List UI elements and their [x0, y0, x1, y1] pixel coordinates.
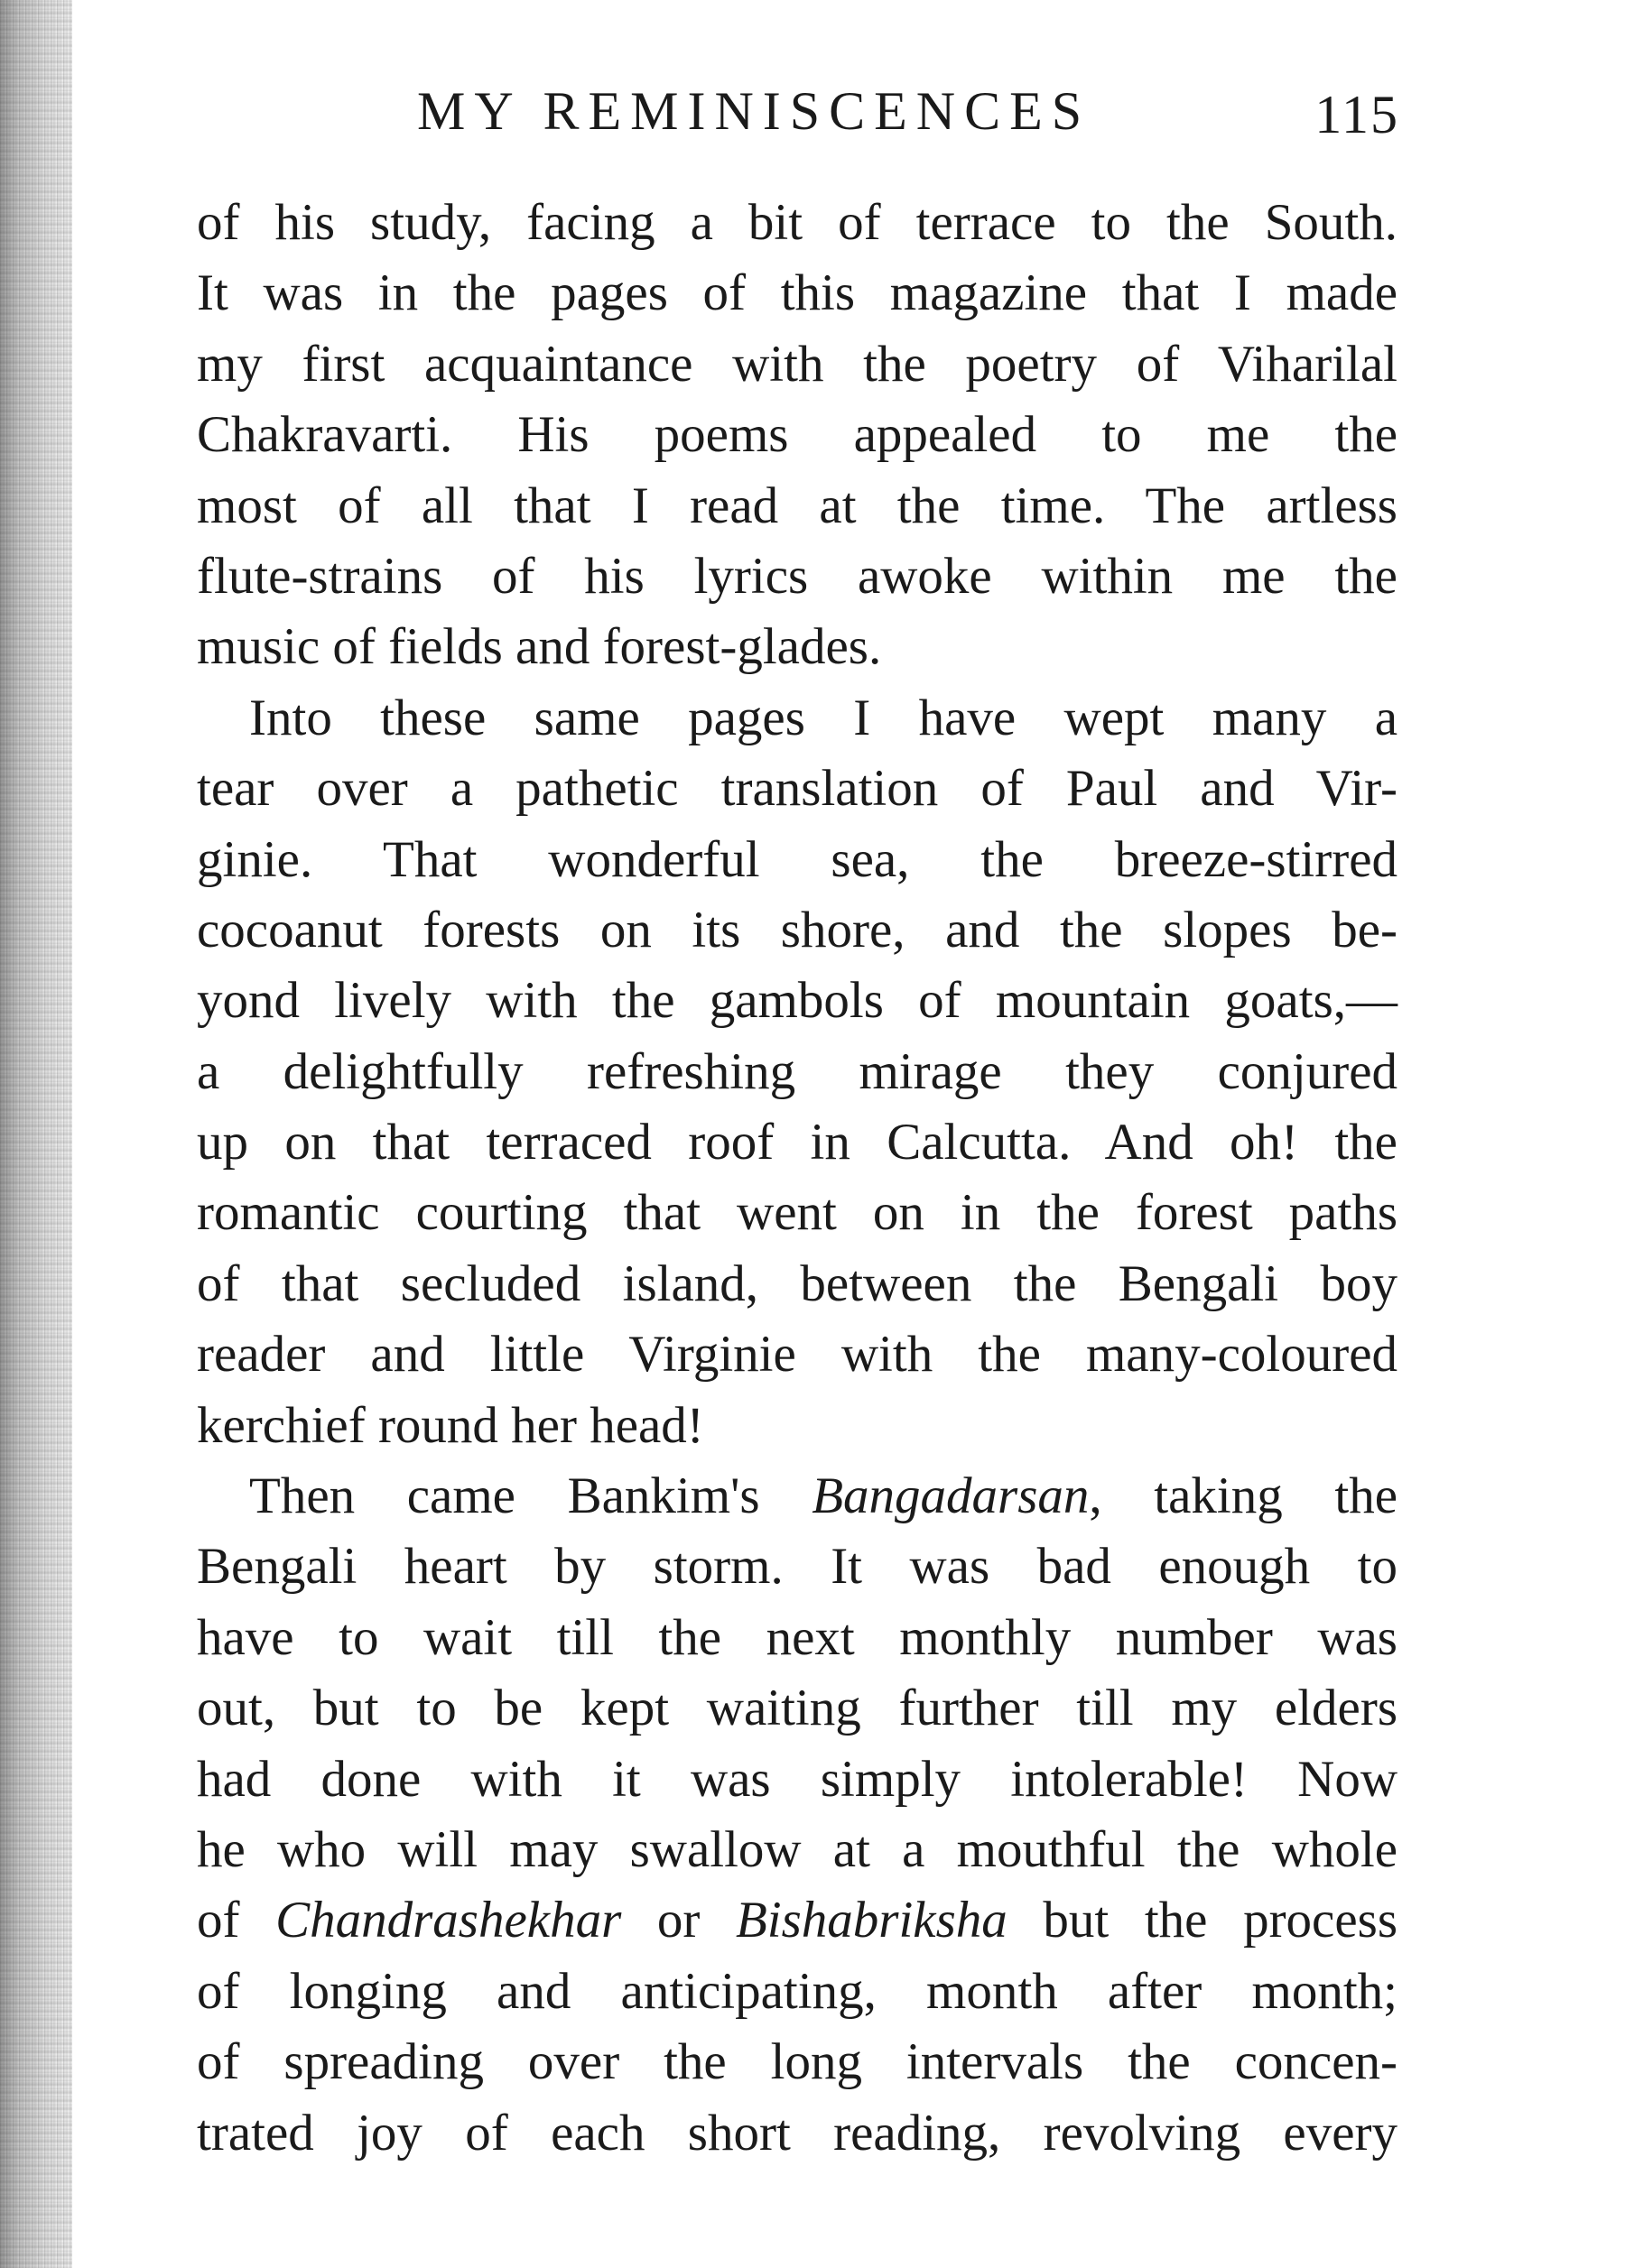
text-line: of longing and anticipating, month after month; — [197, 1962, 1398, 2020]
paragraph-3 — [197, 1461, 1398, 2169]
text-line: tear over a pathetic translation of Paul and Vir- — [197, 760, 1398, 818]
text-line: a delightfully refreshing mirage they conjured — [197, 1042, 1398, 1100]
text-run: Then came Bankim's — [249, 1467, 812, 1525]
text-line: cocoanut forests on its shore, and the slopes be- — [197, 901, 1398, 958]
text-line: trated joy of each short reading, revolving every — [197, 2104, 1398, 2162]
text-line: of his study, facing a bit of terrace to the South. — [197, 194, 1398, 251]
running-title: MY REMINISCENCES — [417, 81, 1091, 141]
italic-title: Chandrashekhar — [275, 1892, 622, 1949]
paragraph-1 — [197, 188, 1398, 683]
text-line: up on that terraced roof in Calcutta. And oh! the — [197, 1114, 1398, 1171]
text-line: music of fields and forest-glades. — [197, 618, 882, 676]
text-line: of spreading over the long intervals the concen- — [197, 2033, 1398, 2091]
text-line: kerchief round her head! — [197, 1396, 704, 1454]
text-line: my first acquaintance with the poetry of Viharilal — [197, 335, 1398, 393]
running-header — [199, 70, 1399, 152]
text-run: of — [197, 1892, 276, 1949]
body-text — [197, 188, 1398, 2169]
paragraph-2 — [197, 683, 1398, 1461]
text-line: he who will may swallow at a mouthful the whole — [197, 1820, 1398, 1878]
text-line: It was in the pages of this magazine that I made — [197, 264, 1398, 322]
text-line: Bengali heart by storm. It was bad enough to — [197, 1538, 1398, 1596]
italic-title: Bishabriksha — [735, 1892, 1008, 1949]
text-line: most of all that I read at the time. The artless — [197, 477, 1398, 534]
text-line-with-italic — [197, 1461, 1398, 1532]
text-line: out, but to be kept waiting further till my elders — [197, 1680, 1398, 1737]
text-line: Chakravarti. His poems appealed to me the — [197, 406, 1398, 464]
text-run: , taking the — [1089, 1467, 1398, 1525]
text-line: reader and little Virginie with the many-coloured — [197, 1326, 1398, 1384]
text-line: yond lively with the gambols of mountain goats,— — [197, 972, 1398, 1030]
text-line: of that secluded island, between the Bengali boy — [197, 1254, 1398, 1312]
text-line-with-italic — [197, 1885, 1398, 1956]
text-line: have to wait till the next monthly number was — [197, 1608, 1398, 1666]
text-line: ginie. That wonderful sea, the breeze-stirred — [197, 830, 1398, 888]
italic-title: Bangadarsan — [812, 1467, 1090, 1525]
text-line: Into these same pages I have wept many a — [249, 689, 1398, 746]
text-line: had done with it was simply intolerable! Now — [197, 1750, 1398, 1808]
text-run: or — [621, 1892, 736, 1949]
text-line: flute-strains of his lyrics awoke within me the — [197, 547, 1398, 605]
page-gutter-shadow — [0, 0, 72, 2268]
text-run: but the process — [1007, 1892, 1398, 1949]
page-number: 115 — [1314, 85, 1399, 144]
text-line: romantic courting that went on in the forest paths — [197, 1184, 1398, 1242]
